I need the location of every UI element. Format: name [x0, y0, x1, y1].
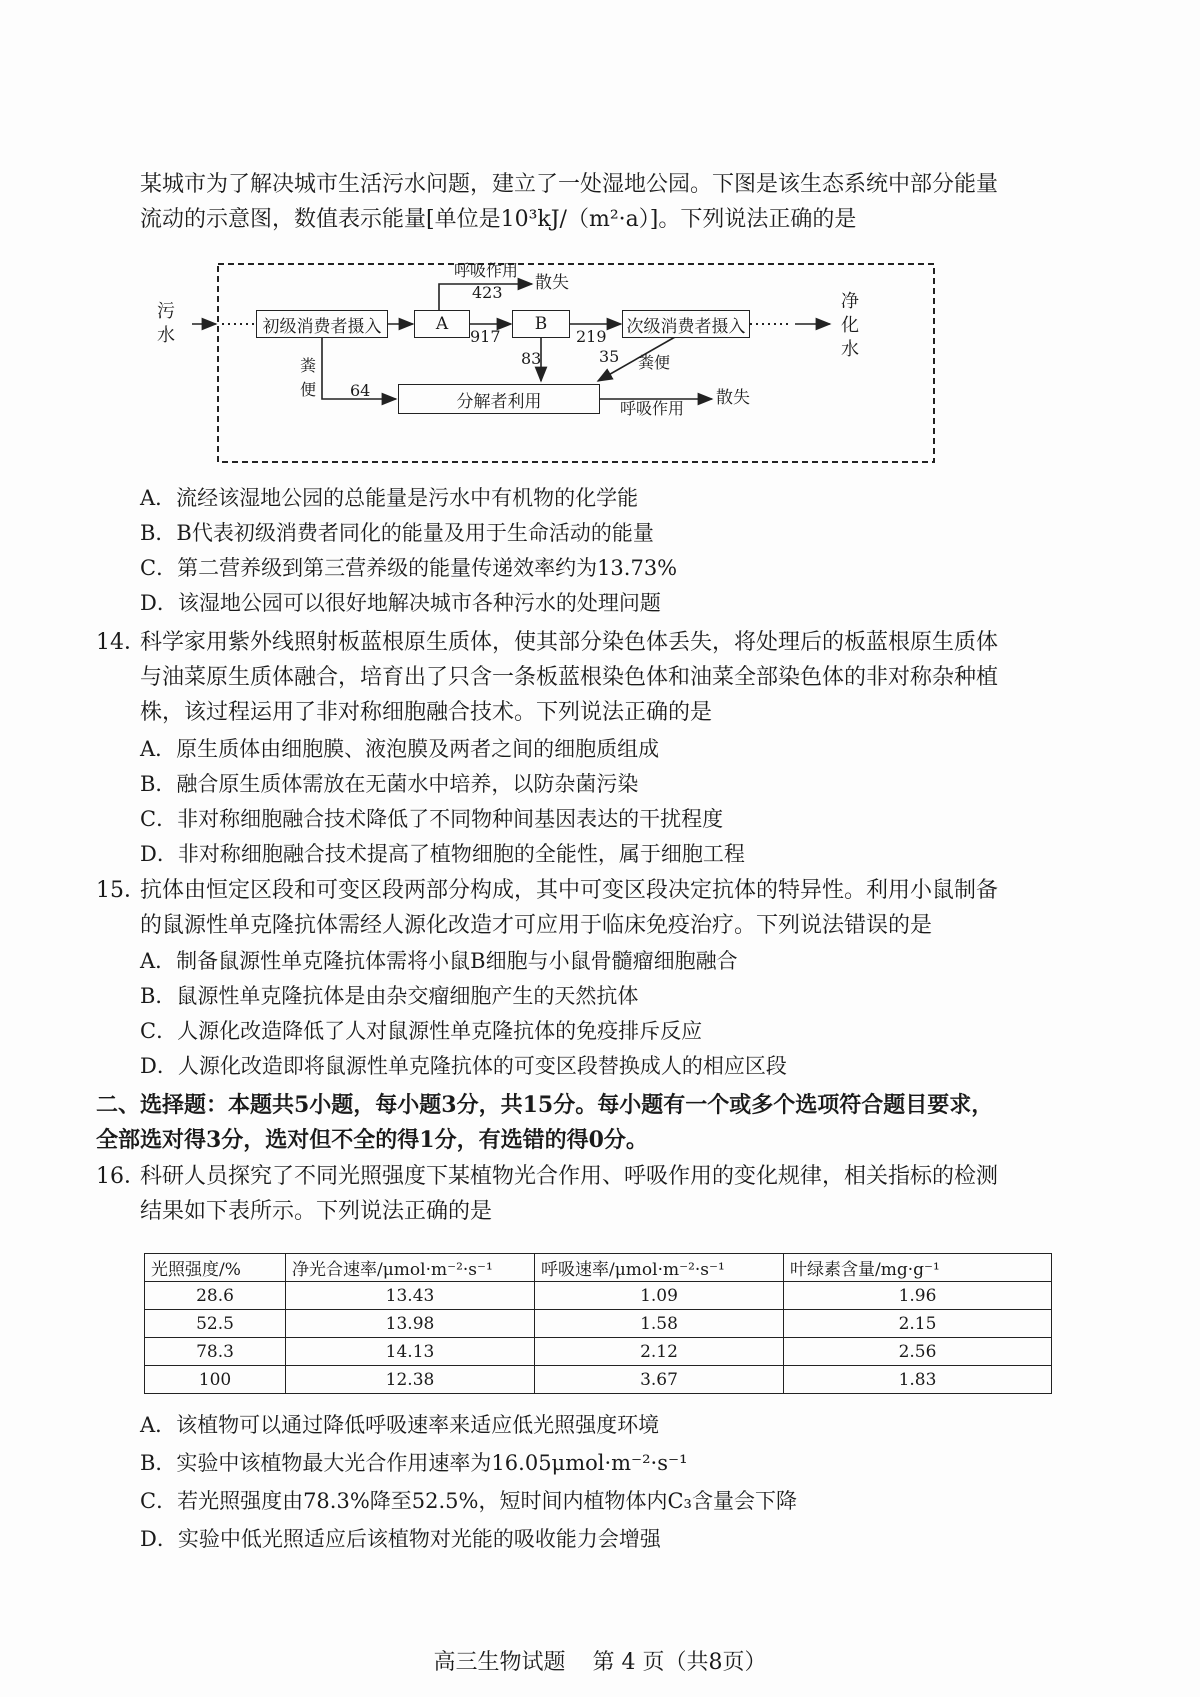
table-cell: 13.98: [286, 1310, 535, 1338]
table-cell: 100: [145, 1366, 286, 1394]
q14-option-a: A．原生质体由细胞膜、液泡膜及两者之间的细胞质组成: [140, 737, 660, 761]
value-219: 219: [576, 327, 607, 346]
q15-option-b: B．鼠源性单克隆抗体是由杂交瘤细胞产生的天然抗体: [140, 984, 639, 1008]
footer-page-number: 第 4 页（共8页）: [592, 1650, 767, 1675]
q16-option-d: D．实验中低光照适应后该植物对光能的吸收能力会增强: [140, 1527, 661, 1551]
table-cell: 2.56: [784, 1338, 1052, 1366]
feces-label-left: 粪便: [299, 356, 316, 399]
box-b: B: [512, 310, 570, 338]
q13-option-d: D．该湿地公园可以很好地解决城市各种污水的处理问题: [140, 591, 661, 615]
table-cell: 13.43: [286, 1282, 535, 1310]
respiration-label-bottom: 呼吸作用: [620, 399, 685, 418]
table-row: [145, 1366, 1052, 1394]
feces-label-right: 粪便: [638, 353, 671, 372]
input-label: 污水: [157, 301, 175, 346]
value-64: 64: [350, 381, 371, 400]
q14-number: 14．: [96, 630, 146, 655]
q16-data-table: [144, 1253, 1052, 1394]
table-cell: 78.3: [145, 1338, 286, 1366]
energy-flow-diagram: [150, 262, 1030, 472]
q14-stem-line1: 科学家用紫外线照射板蓝根原生质体，使其部分染色体丢失，将处理后的板蓝根原生质体: [140, 630, 999, 655]
box-primary-consumer-intake: 初级消费者摄入: [256, 310, 388, 338]
q14-option-d: D．非对称细胞融合技术提高了植物细胞的全能性，属于细胞工程: [140, 842, 745, 866]
loss-label-bottom: 散失: [716, 388, 750, 408]
table-cell: 28.6: [145, 1282, 286, 1310]
q13-option-b: B．B代表初级消费者同化的能量及用于生命活动的能量: [140, 521, 654, 545]
diagram-lines: [150, 262, 1030, 472]
output-label: 净化水: [841, 291, 859, 360]
box-secondary-consumer-intake: 次级消费者摄入: [622, 310, 750, 338]
table-row: [145, 1310, 1052, 1338]
table-cell: 12.38: [286, 1366, 535, 1394]
table-header-cell: 叶绿素含量/mg·g⁻¹: [784, 1254, 1052, 1282]
q16-option-a: A．该植物可以通过降低呼吸速率来适应低光照强度环境: [140, 1413, 660, 1437]
value-917: 917: [470, 327, 501, 346]
loss-label-top: 散失: [535, 273, 569, 293]
q15-option-a: A．制备鼠源性单克隆抗体需将小鼠B细胞与小鼠骨髓瘤细胞融合: [140, 949, 738, 973]
table-cell: 52.5: [145, 1310, 286, 1338]
box-a: A: [414, 310, 470, 338]
section2-line2: 全部选对得3分，选对但不全的得1分，有选错的得0分。: [96, 1127, 648, 1153]
q16-option-b: B．实验中该植物最大光合作用速率为16.05μmol·m⁻²·s⁻¹: [140, 1451, 688, 1475]
q14-stem-line2: 与油菜原生质体融合，培育出了只含一条板蓝根染色体和油菜全部染色体的非对称杂种植: [140, 665, 999, 690]
value-83: 83: [521, 349, 542, 368]
q14-option-b: B．融合原生质体需放在无菌水中培养，以防杂菌污染: [140, 772, 639, 796]
q16-stem-line1: 科研人员探究了不同光照强度下某植物光合作用、呼吸作用的变化规律，相关指标的检测: [140, 1164, 999, 1189]
q15-stem-line1: 抗体由恒定区段和可变区段两部分构成，其中可变区段决定抗体的特异性。利用小鼠制备: [140, 878, 999, 903]
q16-option-c: C．若光照强度由78.3%降至52.5%，短时间内植物体内C₃含量会下降: [140, 1489, 797, 1513]
q14-stem-line3: 株，该过程运用了非对称细胞融合技术。下列说法正确的是: [140, 700, 713, 725]
respiration-value-top: 423: [472, 283, 503, 302]
page-footer: [0, 1645, 1200, 1676]
q14-option-c: C．非对称细胞融合技术降低了不同物种间基因表达的干扰程度: [140, 807, 724, 831]
table-cell: 1.58: [535, 1310, 784, 1338]
table-header-cell: 净光合速率/μmol·m⁻²·s⁻¹: [286, 1254, 535, 1282]
q13-option-c: C．第二营养级到第三营养级的能量传递效率约为13.73%: [140, 556, 678, 580]
q16-stem-line2: 结果如下表所示。下列说法正确的是: [140, 1199, 493, 1224]
table-row: [145, 1338, 1052, 1366]
respiration-label-top: 呼吸作用: [454, 261, 519, 280]
box-decomposer: 分解者利用: [398, 384, 600, 414]
q15-option-d: D．人源化改造即将鼠源性单克隆抗体的可变区段替换成人的相应区段: [140, 1054, 787, 1078]
q16-number: 16．: [96, 1164, 146, 1189]
q13-stem-line2: 流动的示意图，数值表示能量[单位是10³kJ/（m²·a）]。下列说法正确的是: [140, 207, 857, 232]
table-header-cell: 光照强度/%: [145, 1254, 286, 1282]
table-row: [145, 1282, 1052, 1310]
table-header-cell: 呼吸速率/μmol·m⁻²·s⁻¹: [535, 1254, 784, 1282]
footer-subject: 高三生物试题: [433, 1650, 566, 1675]
table-cell: 3.67: [535, 1366, 784, 1394]
table-header-row: [145, 1254, 1052, 1282]
q13-stem-line1: 某城市为了解决城市生活污水问题，建立了一处湿地公园。下图是该生态系统中部分能量: [140, 172, 999, 197]
table-cell: 2.12: [535, 1338, 784, 1366]
table-cell: 1.09: [535, 1282, 784, 1310]
value-35: 35: [599, 347, 620, 366]
q13-option-a: A．流经该湿地公园的总能量是污水中有机物的化学能: [140, 486, 639, 510]
table-cell: 2.15: [784, 1310, 1052, 1338]
q15-stem-line2: 的鼠源性单克隆抗体需经人源化改造才可应用于临床免疫治疗。下列说法错误的是: [140, 913, 933, 938]
table-cell: 14.13: [286, 1338, 535, 1366]
q15-number: 15．: [96, 878, 146, 903]
q15-option-c: C．人源化改造降低了人对鼠源性单克隆抗体的免疫排斥反应: [140, 1019, 703, 1043]
table-cell: 1.96: [784, 1282, 1052, 1310]
table-cell: 1.83: [784, 1366, 1052, 1394]
section2-line1: 二、选择题：本题共5小题，每小题3分，共15分。每小题有一个或多个选项符合题目要求，: [96, 1092, 994, 1118]
